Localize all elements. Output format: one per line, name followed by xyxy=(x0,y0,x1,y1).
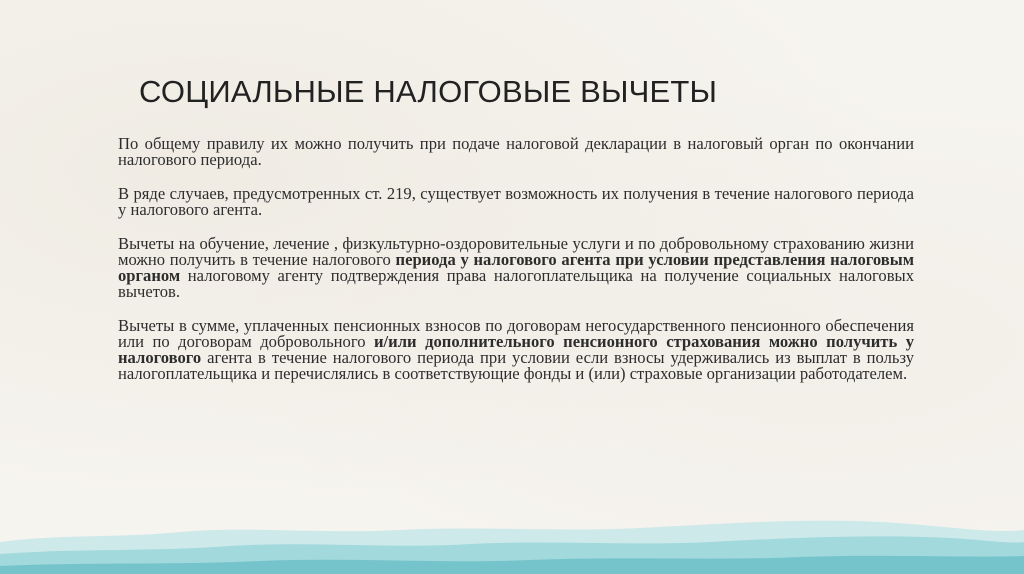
paragraph-3-text-start: Вычеты на обучение, лечение , физкультурно-оздоровительные услуги и по добровольному страхованию жизни можно получить в течение налогового xyxy=(118,234,914,269)
paragraph-3-bold-text: периода у налогового агента при условии представления налоговым органом xyxy=(118,250,915,285)
slide-body xyxy=(118,136,914,400)
paragraph-4-bold-text: и/или дополнительного пенсионного страхования можно получить у налогового xyxy=(118,332,914,367)
paragraph-3-text-end: налоговому агенту подтверждения права налогоплательщика на получение социальных налоговых вычетов. xyxy=(118,266,914,301)
paragraph-4-text-start: Вычеты в сумме, уплаченных пенсионных взносов по договорам негосударственного пенсионного обеспечения или по договорам добровольного xyxy=(118,316,914,351)
paragraph-4-text-end: агента в течение налогового периода при условии если взносы удерживались из выплат в пользу налогоплательщика и перечислялись в соответствующие фонды и (или) страховые организации работодателем. xyxy=(118,348,914,383)
slide-title: СОЦИАЛЬНЫЕ НАЛОГОВЫЕ ВЫЧЕТЫ xyxy=(139,74,718,109)
paragraph-3 xyxy=(118,236,914,300)
paragraph-1: По общему правилу их можно получить при подаче налоговой декларации в налоговый орган по окончании налогового периода. xyxy=(118,134,914,169)
paragraph-4 xyxy=(118,318,914,382)
watercolor-wash-decoration xyxy=(0,504,1024,574)
paragraph-2: В ряде случаев, предусмотренных ст. 219, существует возможность их получения в течение налогового периода у налогового агента. xyxy=(118,184,914,219)
